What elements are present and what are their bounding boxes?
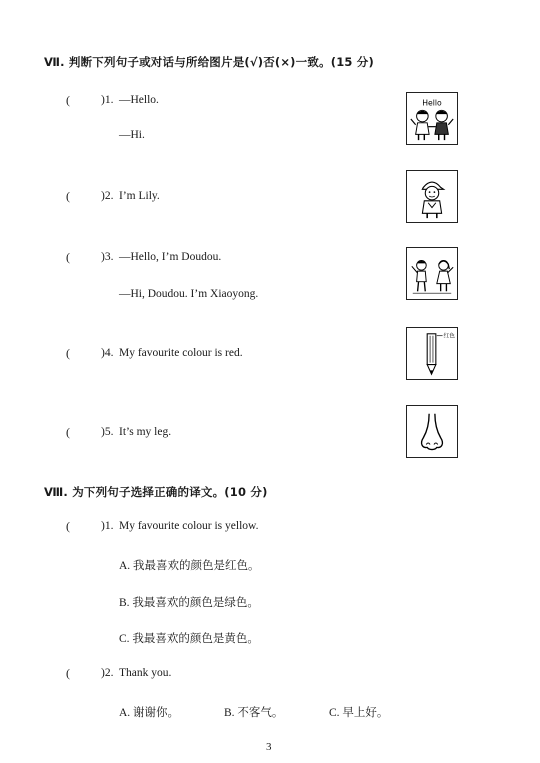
question-text: Thank you. bbox=[119, 667, 172, 679]
picture-boy-and-girl-waving bbox=[406, 247, 458, 300]
item-number: )4. bbox=[101, 347, 114, 359]
picture-two-kids-greeting bbox=[406, 92, 458, 145]
item-number: )2. bbox=[101, 190, 114, 202]
question-text: My favourite colour is yellow. bbox=[119, 520, 259, 532]
dialogue-line: —Hello, I’m Doudou. bbox=[119, 251, 222, 263]
option-a: A. 我最喜欢的颜色是红色。 bbox=[119, 560, 260, 572]
item-number: )3. bbox=[101, 251, 114, 263]
page-number: 3 bbox=[266, 741, 272, 753]
answer-paren-open: ( bbox=[66, 519, 70, 533]
picture-boy-with-cap bbox=[406, 170, 458, 223]
answer-paren-open: ( bbox=[66, 666, 70, 680]
option-c: C. 我最喜欢的颜色是黄色。 bbox=[119, 633, 259, 645]
question-number: )1. bbox=[101, 520, 114, 532]
answer-paren-open: ( bbox=[66, 346, 70, 360]
option-c: C. 早上好。 bbox=[329, 707, 389, 719]
hello-speech-text: Hello bbox=[422, 98, 442, 108]
sentence: I’m Lily. bbox=[119, 190, 160, 202]
dialogue-line: —Hello. bbox=[119, 94, 159, 106]
answer-paren-open: ( bbox=[66, 250, 70, 264]
section-8-title: Ⅷ. 为下列句子选择正确的译文。(10 分) bbox=[44, 485, 268, 499]
answer-paren-open: ( bbox=[66, 425, 70, 439]
answer-paren-open: ( bbox=[66, 93, 70, 107]
picture-nose bbox=[406, 405, 458, 458]
dialogue-line: —Hi. bbox=[119, 129, 145, 141]
answer-paren-open: ( bbox=[66, 189, 70, 203]
dialogue-line: —Hi, Doudou. I’m Xiaoyong. bbox=[119, 288, 259, 300]
sentence: My favourite colour is red. bbox=[119, 347, 243, 359]
option-b: B. 不客气。 bbox=[224, 707, 284, 719]
item-number: )1. bbox=[101, 94, 114, 106]
picture-red-crayon bbox=[406, 327, 458, 380]
option-b: B. 我最喜欢的颜色是绿色。 bbox=[119, 597, 259, 609]
item-number: )5. bbox=[101, 426, 114, 438]
option-a: A. 谢谢你。 bbox=[119, 707, 180, 719]
section-7-title: Ⅶ. 判断下列句子或对话与所给图片是(√)否(×)一致。(15 分) bbox=[44, 55, 374, 69]
sentence: It’s my leg. bbox=[119, 426, 172, 438]
crayon-label-text: 红色 bbox=[443, 333, 456, 340]
question-number: )2. bbox=[101, 667, 114, 679]
